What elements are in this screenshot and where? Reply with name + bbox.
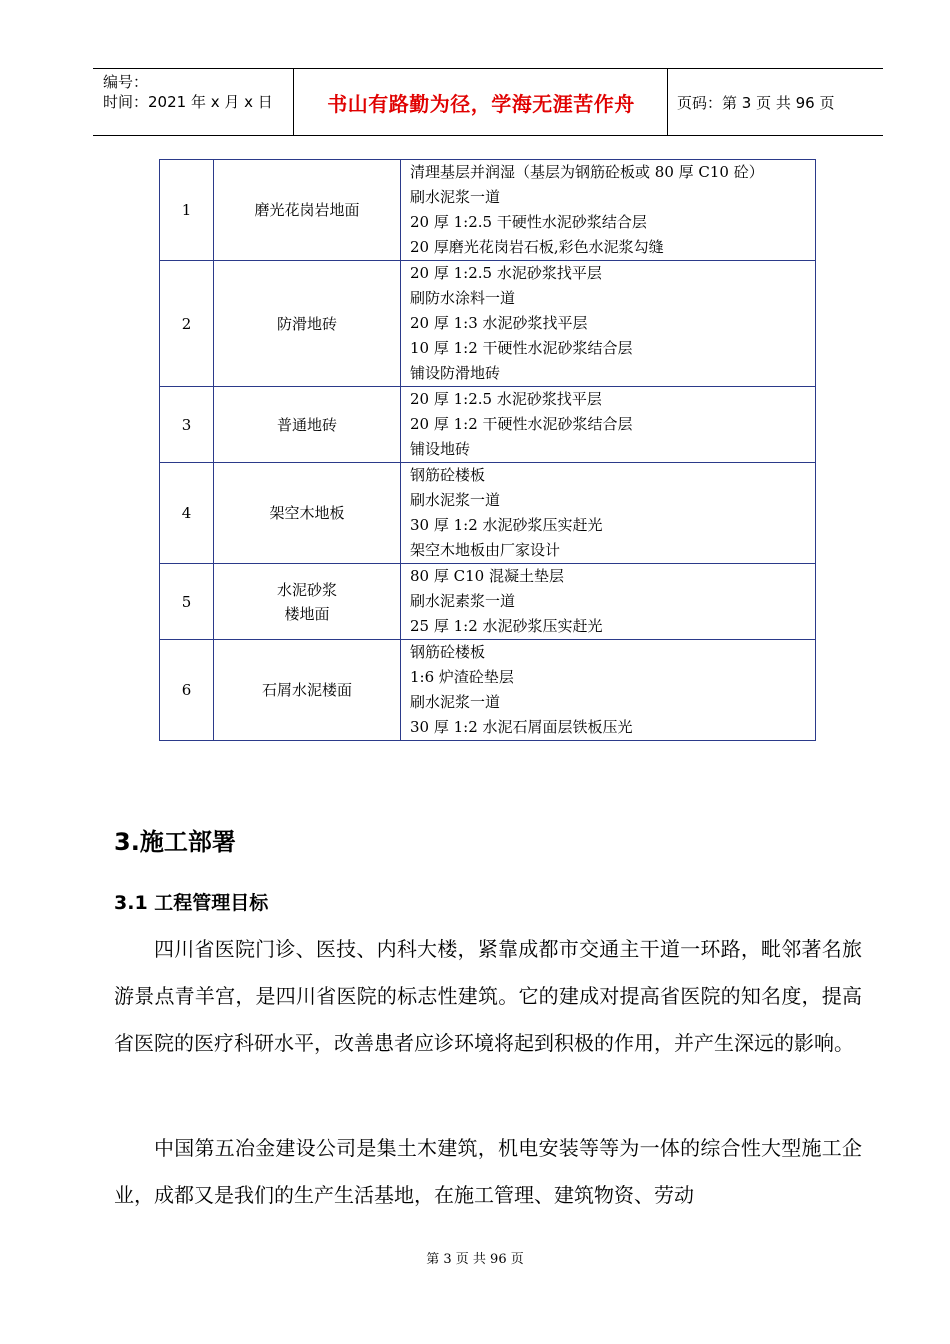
description-line: 刷水泥素浆一道: [410, 592, 516, 610]
row-number: 4: [160, 463, 214, 564]
description-line: 20 厚 1:2.5 干硬性水泥砂浆结合层: [410, 213, 647, 231]
header-page-number: 页码：第 3 页 共 96 页: [677, 94, 835, 112]
description-line: 刷水泥浆一道: [410, 693, 501, 711]
description-line: 刷水泥浆一道: [410, 188, 501, 206]
description-line: 铺设地砖: [410, 440, 471, 458]
row-description: [401, 387, 816, 463]
row-name: [214, 564, 401, 640]
section-title: 3.施工部署: [114, 828, 236, 856]
row-number: 2: [160, 261, 214, 387]
row-number: 6: [160, 640, 214, 741]
row-name-line: 水泥砂浆: [276, 580, 337, 599]
description-line: 刷水泥浆一道: [410, 491, 501, 509]
description-line: 20 厚 1:3 水泥砂浆找平层: [410, 314, 588, 332]
description-line: 清理基层并润湿（基层为钢筋砼板或 80 厚 C10 砼）: [410, 163, 764, 181]
description-line: 铺设防滑地砖: [410, 364, 501, 382]
description-line: 刷防水涂料一道: [410, 289, 516, 307]
header-motto: 书山有路勤为径，学海无涯苦作舟: [327, 92, 635, 116]
description-line: 架空木地板由厂家设计: [410, 541, 561, 559]
row-name-line: 楼地面: [284, 604, 330, 623]
row-name: 普通地砖: [214, 387, 401, 463]
row-description: [401, 261, 816, 387]
table-row: [160, 261, 816, 387]
row-number: 5: [160, 564, 214, 640]
description-line: 10 厚 1:2 干硬性水泥砂浆结合层: [410, 339, 633, 357]
row-description: [401, 160, 816, 261]
header-time: 时间：2021 年 x 月 x 日: [103, 93, 273, 111]
description-line: 1:6 炉渣砼垫层: [410, 668, 514, 686]
page-footer: 第 3 页 共 96 页: [426, 1252, 524, 1267]
description-line: 80 厚 C10 混凝土垫层: [410, 567, 564, 585]
header-divider-1: [293, 68, 294, 135]
row-name: 架空木地板: [214, 463, 401, 564]
table-row: [160, 387, 816, 463]
table-row: [160, 160, 816, 261]
description-line: 钢筋砼楼板: [410, 643, 486, 661]
paragraph: 中国第五冶金建设公司是集土木建筑，机电安装等等为一体的综合性大型施工企业，成都又是我们的生产生活基地，在施工管理、建筑物资、劳动: [114, 1136, 862, 1207]
description-line: 钢筋砼楼板: [410, 466, 486, 484]
row-description: [401, 564, 816, 640]
row-description: [401, 640, 816, 741]
paragraph: 四川省医院门诊、医技、内科大楼，紧靠成都市交通主干道一环路，毗邻著名旅游景点青羊宫，是四川省医院的标志性建筑。它的建成对提高省医院的知名度，提高省医院的医疗科研水平，改善患者应诊环境将起到积极的作用，并产生深远的影响。: [114, 937, 862, 1055]
row-number: 1: [160, 160, 214, 261]
header-meta: [103, 72, 273, 112]
description-line: 25 厚 1:2 水泥砂浆压实赶光: [410, 617, 603, 635]
row-name: 石屑水泥楼面: [214, 640, 401, 741]
row-name: 磨光花岗岩地面: [214, 160, 401, 261]
description-line: 20 厚 1:2 干硬性水泥砂浆结合层: [410, 415, 633, 433]
description-line: 20 厚 1:2.5 水泥砂浆找平层: [410, 264, 602, 282]
row-name: 防滑地砖: [214, 261, 401, 387]
description-line: 20 厚磨光花岗岩石板,彩色水泥浆勾缝: [410, 238, 664, 256]
row-description: [401, 463, 816, 564]
header-divider-2: [667, 68, 668, 135]
description-line: 30 厚 1:2 水泥石屑面层铁板压光: [410, 718, 633, 736]
description-line: 20 厚 1:2.5 水泥砂浆找平层: [410, 390, 602, 408]
table-row: [160, 463, 816, 564]
section-subtitle: 3.1 工程管理目标: [114, 892, 269, 914]
floor-finish-table: [159, 159, 816, 741]
header-bottom-rule: [93, 135, 883, 136]
table-row: [160, 564, 816, 640]
description-line: 30 厚 1:2 水泥砂浆压实赶光: [410, 516, 603, 534]
table-row: [160, 640, 816, 741]
row-number: 3: [160, 387, 214, 463]
header-number: 编号：: [103, 73, 149, 91]
header-top-rule: [93, 68, 883, 69]
